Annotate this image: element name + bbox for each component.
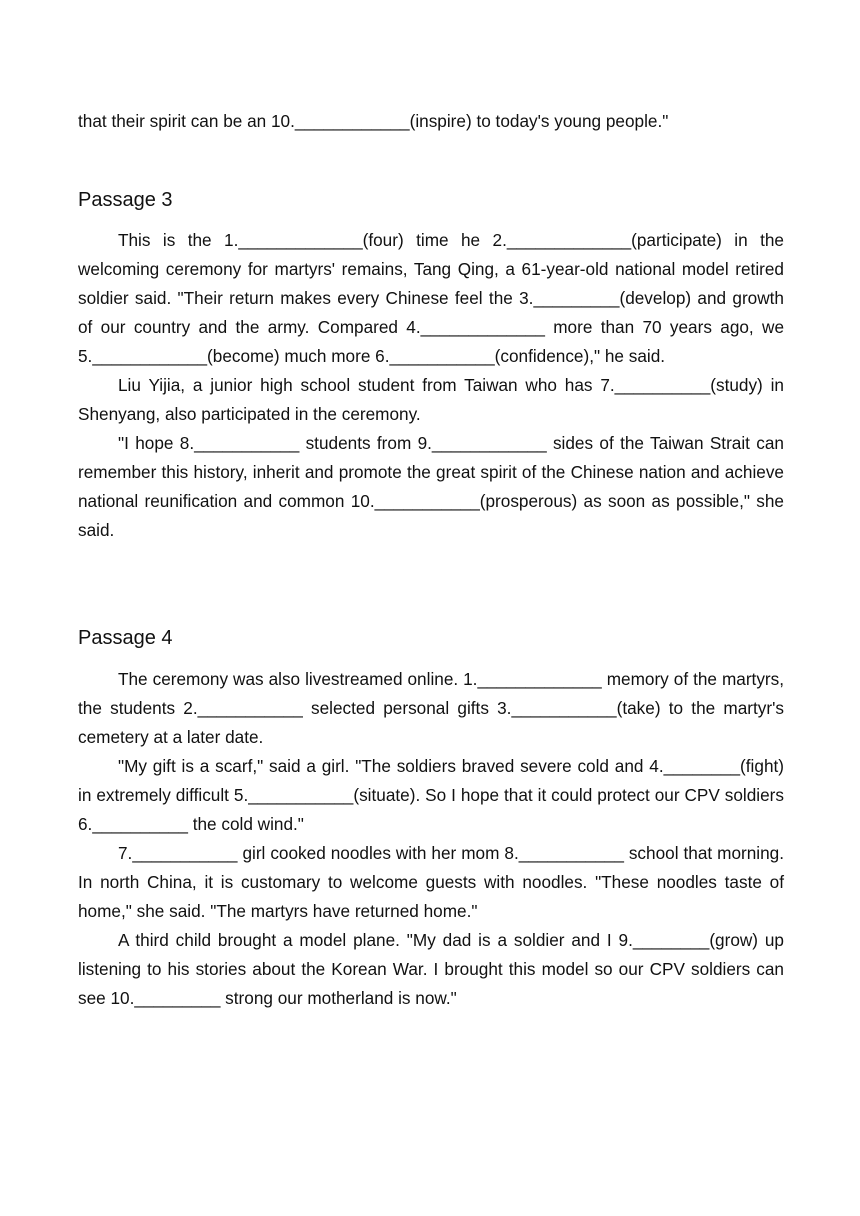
passage-3-paragraph: Liu Yijia, a junior high school student from Taiwan who has 7.__________(study) in Shenyang, also participated in the ceremony. — [78, 375, 784, 424]
continuation-line: that their spirit can be an 10.____________(inspire) to today's young people." — [78, 111, 669, 131]
passage-3-paragraph: This is the 1._____________(four) time he 2._____________(participate) in the welcoming ceremony for martyrs' remains, Tang Qing, a 61-year-old national model retired soldier said. "Their return makes every Chinese feel the 3._________(develop) and growth of our country and the army. Compared 4._____________ more than 70 years ago, we 5.____________(become) much more 6.___________(confidence)," he said. — [78, 230, 784, 366]
passage-3-paragraph: "I hope 8.___________ students from 9.____________ sides of the Taiwan Strait can remember this history, inherit and promote the great spirit of the Chinese nation and achieve national reunification and common 10.___________(prosperous) as soon as possible," she said. — [78, 433, 784, 540]
passage-4-paragraph: "My gift is a scarf," said a girl. "The soldiers braved severe cold and 4.________(fight) in extremely difficult 5.___________(situate). So I hope that it could protect our CPV soldiers 6.__________ the cold wind." — [78, 756, 784, 834]
passage-4-heading: Passage 4 — [78, 627, 173, 649]
passage-4-paragraph: 7.___________ girl cooked noodles with her mom 8.___________ school that morning. In north China, it is customary to welcome guests with noodles. "These noodles taste of home," she said. "The martyrs have returned home." — [78, 843, 784, 921]
passage-3-heading: Passage 3 — [78, 189, 173, 211]
passage-3-body — [78, 226, 784, 545]
passage-4-body — [78, 665, 784, 1013]
passage-4-paragraph: The ceremony was also livestreamed online. 1._____________ memory of the martyrs, the students 2.___________ selected personal gifts 3.___________(take) to the martyr's cemetery at a later date. — [78, 669, 784, 747]
passage-4-paragraph: A third child brought a model plane. "My dad is a soldier and I 9.________(grow) up listening to his stories about the Korean War. I brought this model so our CPV soldiers can see 10._________ strong our motherland is now." — [78, 930, 784, 1008]
